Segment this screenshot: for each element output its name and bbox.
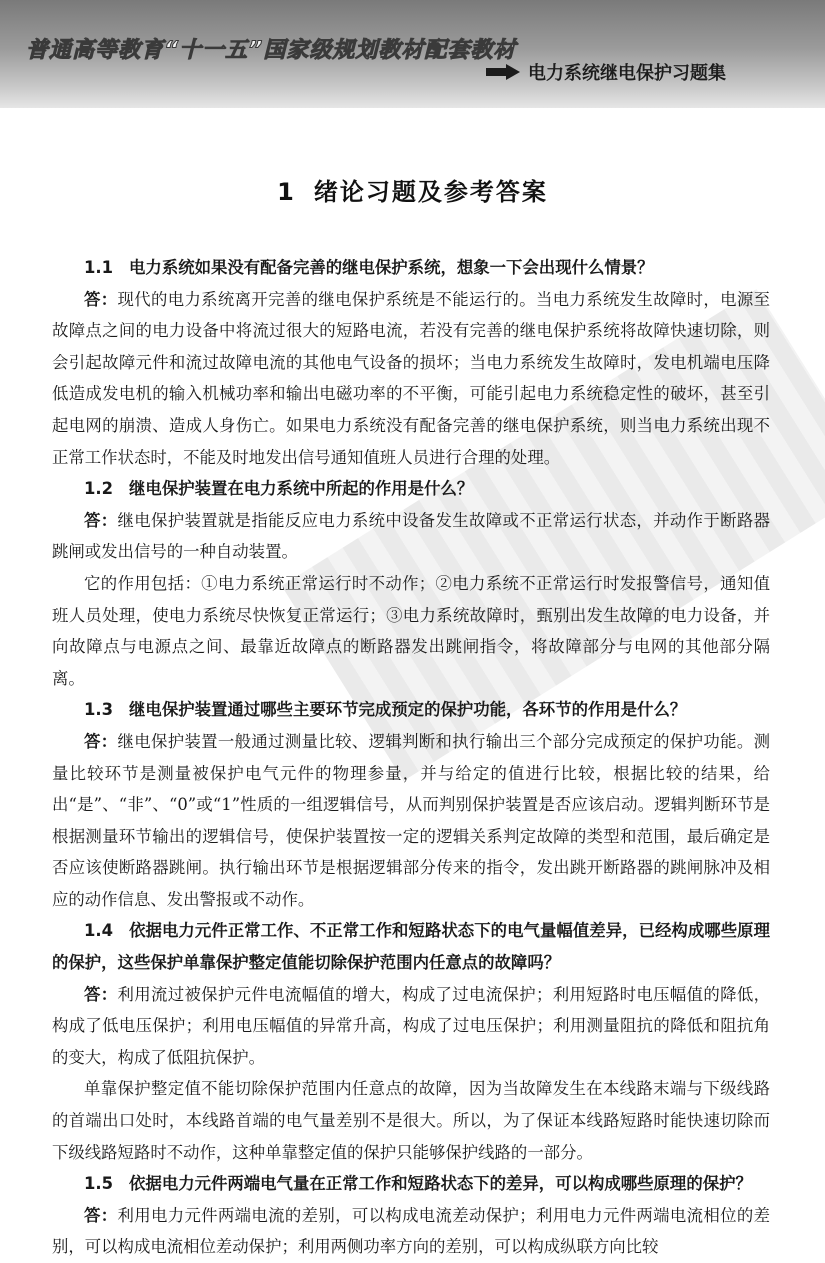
series-title: 普通高等教育“十一五”国家级规划教材配套教材: [26, 38, 517, 63]
arrow-right-icon: [486, 64, 520, 80]
answer-paragraph: [52, 568, 770, 694]
question-text: 继电保护装置在电力系统中所起的作用是什么？: [129, 479, 474, 499]
answer-paragraph: [52, 726, 770, 916]
question-text: 继电保护装置通过哪些主要环节完成预定的保护功能，各环节的作用是什么？: [129, 700, 687, 720]
question-number: 1.2: [84, 479, 114, 499]
answer-paragraph: [52, 1200, 770, 1263]
question-heading: [52, 473, 770, 505]
answer-text: 利用电力元件两端电流的差别，可以构成电流差动保护；利用电力元件两端电流相位的差别，可以构成电流相位差动保护；利用两侧功率方向的差别，可以构成纵联方向比较: [52, 1205, 771, 1257]
book-title: 电力系统继电保护习题集: [528, 63, 726, 84]
answer-text: 利用流过被保护元件电流幅值的增大，构成了过电流保护；利用短路时电压幅值的降低，构成了低电压保护；利用电压幅值的异常升高，构成了过电压保护；利用测量阻抗的降低和阻抗角的变大，构成了低阻抗保护。: [52, 984, 771, 1067]
question-number: 1.5: [84, 1174, 114, 1194]
question-number: 1.1: [84, 258, 114, 277]
answer-paragraph: [52, 979, 770, 1074]
answer-label: 答：: [84, 984, 118, 1004]
chapter-title: 绪论习题及参考答案: [313, 178, 548, 206]
answer-label: 答：: [84, 1205, 118, 1225]
answer-text: 单靠保护整定值不能切除保护范围内任意点的故障，因为当故障发生在本线路末端与下级线路的首端出口处时，本线路首端的电气量差别不是很大。所以，为了保证本线路短路时能快速切除而下级线路短路时不动作，这种单靠整定值的保护只能够保护线路的一部分。: [52, 1079, 770, 1162]
answer-text: 继电保护装置就是指能反应电力系统中设备发生故障或不正常运行状态，并动作于断路器跳闸或发出信号的一种自动装置。: [52, 510, 771, 562]
answer-text: 它的作用包括：①电力系统正常运行时不动作；②电力系统不正常运行时发报警信号，通知值班人员处理，使电力系统尽快恢复正常运行；③电力系统故障时，甄别出发生故障的电力设备，并向故障点与电源点之间、最靠近故障点的断路器发出跳闸指令，将故障部分与电网的其他部分隔离。: [52, 573, 770, 688]
answer-text: 继电保护装置一般通过测量比较、逻辑判断和执行输出三个部分完成预定的保护功能。测量比较环节是测量被保护电气元件的物理参量，并与给定的值进行比较，根据比较的结果，给出“是”、“非”、“0”或“1”性质的一组逻辑信号，从而判别保护装置是否应该启动。逻辑判断环节是根据测量环节输出的逻辑信号，使保护装置按一定的逻辑关系判定故障的类型和范围，最后确定是否应该使断路器跳闸。执行输出环节是根据逻辑部分传来的指令，发出跳开断路器的跳闸脉冲及相应的动作信息、发出警报或不动作。: [52, 731, 771, 909]
answer-text: 现代的电力系统离开完善的继电保护系统是不能运行的。当电力系统发生故障时，电源至故障点之间的电力设备中将流过很大的短路电流，若没有完善的继电保护系统将故障快速切除，则会引起故障元件和流过故障电流的其他电气设备的损坏；当电力系统发生故障时，发电机端电压降低造成发电机的输入机械功率和输出电磁功率的不平衡，可能引起电力系统稳定性的破坏，甚至引起电网的崩溃、造成人身伤亡。如果电力系统没有配备完善的继电保护系统，则当电力系统出现不正常工作状态时，不能及时地发出信号通知值班人员进行合理的处理。: [52, 289, 771, 467]
answer-paragraph: [52, 284, 770, 474]
question-heading: [52, 1168, 770, 1200]
page-content: [52, 252, 770, 1263]
answer-label: 答：: [84, 731, 118, 751]
chapter-number: 1: [277, 178, 296, 206]
question-number: 1.4: [84, 921, 114, 941]
chapter-heading: [0, 172, 825, 207]
answer-paragraph: [52, 1073, 770, 1168]
answer-paragraph: [52, 505, 770, 568]
question-text: 电力系统如果没有配备完善的继电保护系统，想象一下会出现什么情景？: [129, 258, 654, 277]
answer-label: 答：: [84, 510, 118, 530]
header-banner: [0, 0, 825, 108]
question-heading: [52, 694, 770, 726]
answer-label: 答：: [84, 289, 118, 309]
question-heading: [52, 252, 770, 284]
question-text: 依据电力元件两端电气量在正常工作和短路状态下的差异，可以构成哪些原理的保护？: [129, 1174, 752, 1194]
question-text: 依据电力元件正常工作、不正常工作和短路状态下的电气量幅值差异，已经构成哪些原理的保护，这些保护单靠保护整定值能切除保护范围内任意点的故障吗？: [52, 921, 770, 973]
question-heading: [52, 915, 770, 978]
question-number: 1.3: [84, 700, 114, 720]
